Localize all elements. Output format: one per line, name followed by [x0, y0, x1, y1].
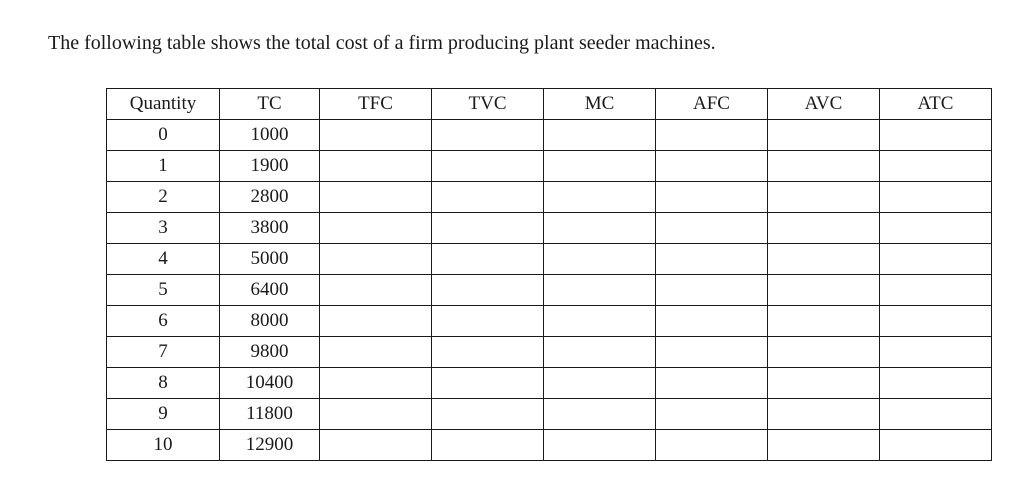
table-row — [107, 275, 992, 306]
header-row — [107, 89, 992, 120]
cell-mc-blank — [544, 306, 656, 337]
cell-avc-blank — [768, 151, 880, 182]
cell-afc-blank — [656, 430, 768, 461]
cell-tc: 11800 — [220, 399, 320, 430]
cell-tvc-blank — [432, 306, 544, 337]
cell-tfc-blank — [320, 275, 432, 306]
header-atc: ATC — [880, 89, 992, 120]
cell-tvc-blank — [432, 120, 544, 151]
cell-quantity: 4 — [107, 244, 220, 275]
cell-tvc-blank — [432, 151, 544, 182]
header-avc: AVC — [768, 89, 880, 120]
cell-tc: 3800 — [220, 213, 320, 244]
cell-avc-blank — [768, 306, 880, 337]
cell-afc-blank — [656, 213, 768, 244]
cell-quantity: 6 — [107, 306, 220, 337]
cell-mc-blank — [544, 275, 656, 306]
cell-tc: 10400 — [220, 368, 320, 399]
cell-tc: 9800 — [220, 337, 320, 368]
cell-afc-blank — [656, 151, 768, 182]
cell-atc-blank — [880, 306, 992, 337]
cell-avc-blank — [768, 399, 880, 430]
header-afc: AFC — [656, 89, 768, 120]
cell-mc-blank — [544, 368, 656, 399]
cell-tvc-blank — [432, 213, 544, 244]
cell-quantity: 9 — [107, 399, 220, 430]
table-row — [107, 244, 992, 275]
cell-mc-blank — [544, 337, 656, 368]
cell-afc-blank — [656, 306, 768, 337]
cell-avc-blank — [768, 213, 880, 244]
cell-tc: 8000 — [220, 306, 320, 337]
cell-mc-blank — [544, 182, 656, 213]
cell-afc-blank — [656, 244, 768, 275]
cell-afc-blank — [656, 368, 768, 399]
cell-tvc-blank — [432, 337, 544, 368]
cell-atc-blank — [880, 213, 992, 244]
cell-avc-blank — [768, 337, 880, 368]
cell-tvc-blank — [432, 182, 544, 213]
header-tvc: TVC — [432, 89, 544, 120]
table-row — [107, 430, 992, 461]
cell-tfc-blank — [320, 120, 432, 151]
cell-mc-blank — [544, 213, 656, 244]
table-row — [107, 368, 992, 399]
cell-tc: 2800 — [220, 182, 320, 213]
cell-quantity: 3 — [107, 213, 220, 244]
header-tc: TC — [220, 89, 320, 120]
cell-tfc-blank — [320, 151, 432, 182]
cell-atc-blank — [880, 399, 992, 430]
cell-afc-blank — [656, 120, 768, 151]
cost-table — [106, 88, 992, 461]
cell-tc: 12900 — [220, 430, 320, 461]
cell-tfc-blank — [320, 213, 432, 244]
cell-mc-blank — [544, 399, 656, 430]
cell-avc-blank — [768, 120, 880, 151]
table-row — [107, 399, 992, 430]
cell-tfc-blank — [320, 337, 432, 368]
cell-tfc-blank — [320, 244, 432, 275]
cell-quantity: 10 — [107, 430, 220, 461]
header-mc: MC — [544, 89, 656, 120]
cell-quantity: 5 — [107, 275, 220, 306]
cell-quantity: 7 — [107, 337, 220, 368]
table-row — [107, 306, 992, 337]
cell-mc-blank — [544, 244, 656, 275]
header-quantity: Quantity — [107, 89, 220, 120]
table-row — [107, 213, 992, 244]
cell-tc: 1000 — [220, 120, 320, 151]
cell-mc-blank — [544, 120, 656, 151]
table-row — [107, 182, 992, 213]
cell-afc-blank — [656, 399, 768, 430]
cell-tvc-blank — [432, 368, 544, 399]
cell-avc-blank — [768, 182, 880, 213]
cell-tvc-blank — [432, 399, 544, 430]
cell-tfc-blank — [320, 368, 432, 399]
cell-tfc-blank — [320, 306, 432, 337]
table-body — [107, 120, 992, 461]
table-row — [107, 120, 992, 151]
cell-atc-blank — [880, 337, 992, 368]
cell-mc-blank — [544, 151, 656, 182]
cell-avc-blank — [768, 368, 880, 399]
cell-quantity: 8 — [107, 368, 220, 399]
cell-avc-blank — [768, 244, 880, 275]
cell-tc: 6400 — [220, 275, 320, 306]
table-row — [107, 337, 992, 368]
cell-mc-blank — [544, 430, 656, 461]
cell-tvc-blank — [432, 275, 544, 306]
cell-avc-blank — [768, 275, 880, 306]
table-row — [107, 151, 992, 182]
cell-quantity: 0 — [107, 120, 220, 151]
cell-tvc-blank — [432, 244, 544, 275]
cell-atc-blank — [880, 120, 992, 151]
cell-tc: 1900 — [220, 151, 320, 182]
cell-atc-blank — [880, 368, 992, 399]
cell-tc: 5000 — [220, 244, 320, 275]
cell-atc-blank — [880, 182, 992, 213]
cell-quantity: 1 — [107, 151, 220, 182]
cell-tfc-blank — [320, 182, 432, 213]
cell-atc-blank — [880, 430, 992, 461]
cell-afc-blank — [656, 275, 768, 306]
cell-atc-blank — [880, 275, 992, 306]
cell-atc-blank — [880, 244, 992, 275]
cell-avc-blank — [768, 430, 880, 461]
cell-afc-blank — [656, 182, 768, 213]
cell-tfc-blank — [320, 399, 432, 430]
cell-tvc-blank — [432, 430, 544, 461]
cell-tfc-blank — [320, 430, 432, 461]
cell-atc-blank — [880, 151, 992, 182]
header-tfc: TFC — [320, 89, 432, 120]
cell-afc-blank — [656, 337, 768, 368]
intro-text: The following table shows the total cost of a firm producing plant seeder machines. — [48, 32, 716, 54]
cell-quantity: 2 — [107, 182, 220, 213]
